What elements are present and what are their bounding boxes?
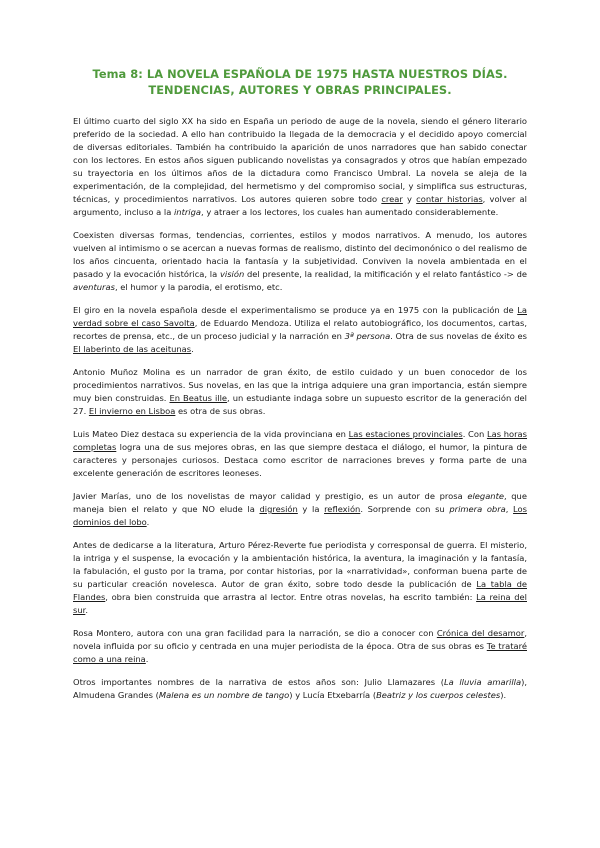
document-title [73,66,527,98]
underlined-term: crear [381,194,403,204]
work-title: La verdad sobre el caso Savolta [73,305,527,328]
work-title: Los dominios del lobo [73,504,528,527]
paragraph-mateo-diez: Luis Mateo Diez destaca su experiencia de la vida provinciana en Las estaciones provinciales. Con Las horas completas logra una de sus mejores obras, en las que siempre destaca el diálogo, el humor, la pintura de caracteres y personajes curiosos. Destaca como escritor de narraciones breves y forma parte de una excelente generación de escritores leoneses. [73,429,528,478]
work-title: Las horas completas [73,429,528,452]
italic-term: La lluvia amarilla [443,677,522,687]
italic-term: visión [219,269,245,279]
work-title: La tabla de Flandes [73,579,527,602]
work-title: El laberinto de las aceitunas [73,344,192,354]
italic-term: elegante [467,491,504,501]
italic-term: aventuras [73,282,115,292]
title-line-2: TENDENCIAS, AUTORES Y OBRAS PRINCIPALES. [148,83,452,97]
paragraph-munoz-molina: Antonio Muñoz Molina es un narrador de gran éxito, de estilo cuidado y un buen conocedor de los procedimientos narrativos. Sus novelas, en las que la intriga adquiere una gran importancia, están siempre muy bien construidas. En Beatus ille, un estudiante indaga sobre un supuesto escritor de la generación del 27. El invierno en Lisboa es otra de sus obras. [73,367,527,416]
underlined-term: contar historias [416,194,483,204]
italic-term: primera obra [449,504,506,514]
paragraph-intro: El último cuarto del siglo XX ha sido en España un periodo de auge de la novela, siendo el género literario preferido de la sociedad. A ello han contribuido la llegada de la democracia y el decidido apoyo comercial de diversas editoriales. También ha contribuido la aparición de unos narradores que han sabido conectar con los lectores. En estos años siguen publicando novelistas ya consagrados y otros que habían empezado su trayectoria en los últimos años de la dictadura como Francisco Umbral. La novela se aleja de la experimentación, de la complejidad, del hermetismo y del compromiso social, y simplifica sus estructuras, técnicas, y procedimientos narrativos. Los autores quieren sobre todo crear y contar historias, volver al argumento, incluso a la intriga, y atraer a los lectores, los cuales han aumentado considerablemente. [73,116,527,217]
underlined-term: digresión [259,504,298,514]
paragraph-marias: Javier Marías, uno de los novelistas de mayor calidad y prestigio, es un autor de prosa elegante, que maneja bien el relato y que NO elude la digresión y la reflexión. Sorprende con su primera obra, Los dominios del lobo. [73,491,528,527]
italic-term: intriga [173,207,202,217]
work-title: Te trataré como a una reina [73,641,527,664]
work-title: El invierno en Lisboa [88,406,176,416]
paragraph-other-authors: Otros importantes nombres de la narrativa de estos años son: Julio Llamazares (La lluvia amarilla), Almudena Grandes (Malena es un nombre de tango) y Lucía Etxebarría (Beatriz y los cuerpos celestes). [73,677,527,700]
italic-term: Beatriz y los cuerpos celestes [376,690,501,700]
title-line-1: Tema 8: LA NOVELA ESPAÑOLA DE 1975 HASTA NUESTROS DÍAS. [92,67,508,81]
italic-term: Malena es un nombre de tango [158,690,290,700]
paragraph-perez-reverte: Antes de dedicarse a la literatura, Arturo Pérez-Reverte fue periodista y corresponsal de guerra. El misterio, la intriga y el suspense, la evocación y la ambientación histórica, la aventura, la imaginación y la fantasía, la fabulación, el gusto por la trama, por contar historias, por la «narratividad», conforman buena parte de su particular creación novelesca. Autor de gran éxito, sobre todo desde la publicación de La tabla de Flandes, obra bien construida que arrastra al lector. Entre otras novelas, ha escrito también: La reina del sur. [73,540,527,615]
work-title: La reina del sur [73,592,527,615]
work-title: En Beatus ille [169,393,228,403]
work-title: Las estaciones provinciales [348,429,463,439]
paragraph-tendencies: Coexisten diversas formas, tendencias, corrientes, estilos y modos narrativos. A menudo, los autores vuelven al intimismo o se acercan a nuevas formas de realismo, distinto del decimonónico o del realismo de los años cincuenta, orientado hacia la fantasía y la subjetividad. Conviven la novela ambientada en el pasado y la evocación histórica, la visión del presente, la realidad, la mitificación y el relato fantástico -> de aventuras, el humor y la parodia, el erotismo, etc. [73,230,528,292]
paragraph-montero: Rosa Montero, autora con una gran facilidad para la narración, se dio a conocer con Crónica del desamor, novela influida por su oficio y centrada en una mujer periodista de la época. Otra de sus obras es Te trataré como a una reina. [73,628,527,664]
work-title: Crónica del desamor [436,628,525,638]
paragraph-mendoza: El giro en la novela española desde el experimentalismo se produce ya en 1975 con la publicación de La verdad sobre el caso Savolta, de Eduardo Mendoza. Utiliza el relato autobiográfico, los documentos, cartas, recortes de prensa, etc., de un proceso judicial y la narración en 3ª persona. Otra de sus novelas de éxito es El laberinto de las aceitunas. [73,305,527,354]
italic-term: 3ª persona [344,331,391,341]
underlined-term: reflexión [324,504,361,514]
